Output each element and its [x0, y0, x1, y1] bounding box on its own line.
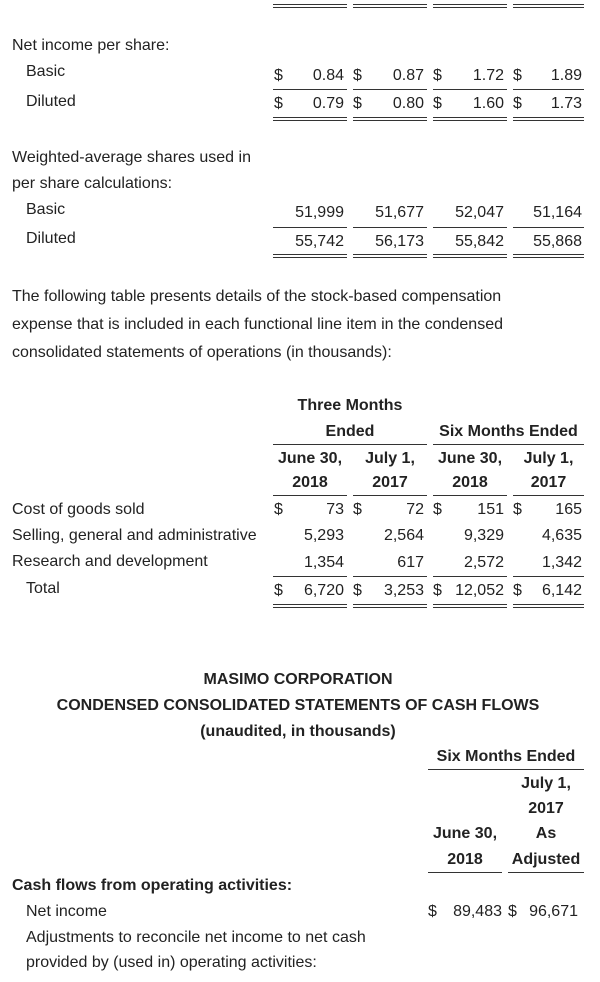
currency-symbol: $: [274, 501, 283, 518]
sbc-total-value: 6,720: [303, 582, 344, 599]
currency-symbol: $: [274, 582, 283, 599]
currency-symbol: $: [513, 582, 522, 599]
sbc-col-header: July 1,: [523, 450, 574, 467]
currency-symbol: $: [274, 95, 283, 112]
sbc-row-label: Selling, general and administrative: [12, 527, 257, 544]
eps-rule: [433, 89, 507, 90]
sbc-col-header: 2018: [292, 474, 328, 491]
sbc-header-rule: [433, 495, 507, 496]
shares-basic-label: Basic: [26, 201, 66, 218]
sbc-value: 73: [326, 501, 344, 518]
sbc-subtotal-rule: [513, 576, 584, 577]
eps-diluted-value: 1.60: [472, 95, 504, 112]
shares-basic-value: 51,999: [295, 204, 344, 221]
shares-rule: [513, 227, 584, 228]
sbc-col-header: July 1,: [365, 450, 415, 467]
eps-heading: Net income per share:: [12, 37, 170, 54]
eps-rule: [273, 89, 347, 90]
sbc-header-rule: [513, 495, 584, 496]
paragraph-line: The following table presents details of the stock-based compensation: [12, 288, 502, 305]
shares-diluted-label: Diluted: [26, 230, 76, 247]
sbc-group-rule: [433, 444, 584, 445]
shares-heading: per share calculations:: [12, 175, 173, 192]
eps-diluted-label: Diluted: [26, 93, 76, 110]
currency-symbol: $: [353, 582, 362, 599]
currency-symbol: $: [353, 95, 362, 112]
cf-adjustments-label: provided by (used in) operating activities:: [26, 954, 317, 971]
sbc-col-header: 2018: [452, 474, 488, 491]
shares-basic-value: 51,677: [375, 204, 424, 221]
sbc-value: 5,293: [303, 527, 344, 544]
sbc-value: 4,635: [541, 527, 582, 544]
shares-diluted-value: 55,742: [295, 233, 344, 250]
shares-double-rule: [513, 254, 584, 258]
cf-group-header: Six Months Ended: [436, 748, 576, 765]
cf-subtitle: (unaudited, in thousands): [200, 723, 396, 740]
sbc-total-double-rule: [353, 604, 427, 608]
sbc-value: 165: [555, 501, 582, 518]
eps-basic-value: 0.84: [312, 67, 344, 84]
sbc-value: 72: [406, 501, 424, 518]
cf-section-heading: Cash flows from operating activities:: [12, 877, 293, 894]
sbc-header-rule: [353, 495, 427, 496]
eps-basic-value: 1.89: [550, 67, 582, 84]
paragraph-line: expense that is included in each functional line item in the condensed: [12, 316, 503, 333]
sbc-col-header: 2017: [530, 474, 567, 491]
sbc-col-header: June 30,: [277, 450, 343, 467]
sbc-total-value: 6,142: [541, 582, 582, 599]
shares-diluted-value: 55,842: [455, 233, 504, 250]
sbc-col-header: June 30,: [437, 450, 503, 467]
sbc-subtotal-rule: [433, 576, 507, 577]
shares-rule: [273, 227, 347, 228]
cf-col1-header: June 30,: [432, 825, 498, 842]
sbc-value: 2,572: [463, 554, 504, 571]
currency-symbol: $: [428, 903, 437, 920]
sbc-subtotal-rule: [273, 576, 347, 577]
sbc-total-label: Total: [26, 580, 60, 597]
shares-diluted-value: 55,868: [533, 233, 582, 250]
sbc-value: 9,329: [463, 527, 504, 544]
shares-basic-value: 52,047: [455, 204, 504, 221]
currency-symbol: $: [513, 67, 522, 84]
currency-symbol: $: [433, 501, 442, 518]
currency-symbol: $: [513, 501, 522, 518]
sbc-value: 2,564: [383, 527, 424, 544]
cf-col1-header: 2018: [447, 851, 483, 868]
cf-title: CONDENSED CONSOLIDATED STATEMENTS OF CASH FLOWS: [56, 697, 540, 714]
eps-rule: [513, 89, 584, 90]
eps-double-rule: [273, 117, 347, 121]
currency-symbol: $: [433, 582, 442, 599]
currency-symbol: $: [513, 95, 522, 112]
currency-symbol: $: [274, 67, 283, 84]
cf-net-income-value: 89,483: [453, 903, 502, 920]
shares-heading: Weighted-average shares used in: [12, 149, 251, 166]
shares-rule: [433, 227, 507, 228]
cf-col2-header: 2017: [528, 800, 564, 817]
cf-net-income-value: 96,671: [529, 903, 578, 920]
sbc-subtotal-rule: [353, 576, 427, 577]
sbc-value: 617: [397, 554, 424, 571]
cf-col2-header: As: [535, 825, 557, 842]
eps-basic-label: Basic: [26, 63, 66, 80]
shares-double-rule: [353, 254, 427, 258]
cf-col2-header: Adjusted: [511, 851, 581, 868]
sbc-total-double-rule: [273, 604, 347, 608]
paragraph-line: consolidated statements of operations (in thousands):: [12, 344, 392, 361]
shares-basic-value: 51,164: [533, 204, 582, 221]
cf-adjustments-label: Adjustments to reconcile net income to net cash: [26, 929, 366, 946]
cf-row-label: Net income: [26, 903, 107, 920]
top-rule-1: [273, 4, 347, 8]
currency-symbol: $: [433, 67, 442, 84]
eps-double-rule: [513, 117, 584, 121]
eps-basic-value: 0.87: [392, 67, 424, 84]
top-rule-3: [433, 4, 507, 8]
eps-diluted-value: 0.80: [392, 95, 424, 112]
sbc-row-label: Research and development: [12, 553, 208, 570]
sbc-total-double-rule: [513, 604, 584, 608]
currency-symbol: $: [353, 501, 362, 518]
cf-header-rule: [428, 872, 502, 873]
currency-symbol: $: [508, 903, 517, 920]
eps-diluted-value: 1.73: [550, 95, 582, 112]
shares-diluted-value: 56,173: [375, 233, 424, 250]
cf-col2-header: July 1,: [521, 775, 571, 792]
sbc-group-rule: [273, 444, 427, 445]
shares-double-rule: [433, 254, 507, 258]
cf-group-rule: [428, 769, 584, 770]
currency-symbol: $: [353, 67, 362, 84]
sbc-group2-header: Six Months Ended: [439, 423, 578, 440]
sbc-group1-header: Three Months: [297, 397, 403, 414]
sbc-value: 1,342: [541, 554, 582, 571]
sbc-row-label: Cost of goods sold: [12, 501, 145, 518]
currency-symbol: $: [433, 95, 442, 112]
sbc-header-rule: [273, 495, 347, 496]
cf-header-rule: [508, 872, 584, 873]
shares-rule: [353, 227, 427, 228]
cf-title: MASIMO CORPORATION: [203, 671, 393, 688]
sbc-total-value: 12,052: [455, 582, 504, 599]
eps-double-rule: [433, 117, 507, 121]
sbc-group1-header: Ended: [325, 423, 375, 440]
shares-double-rule: [273, 254, 347, 258]
eps-diluted-value: 0.79: [312, 95, 344, 112]
sbc-value: 1,354: [303, 554, 344, 571]
eps-basic-value: 1.72: [472, 67, 504, 84]
sbc-value: 151: [477, 501, 504, 518]
top-rule-2: [353, 4, 427, 8]
sbc-total-double-rule: [433, 604, 507, 608]
eps-double-rule: [353, 117, 427, 121]
sbc-total-value: 3,253: [383, 582, 424, 599]
sbc-col-header: 2017: [372, 474, 408, 491]
eps-rule: [353, 89, 427, 90]
top-rule-4: [513, 4, 584, 8]
